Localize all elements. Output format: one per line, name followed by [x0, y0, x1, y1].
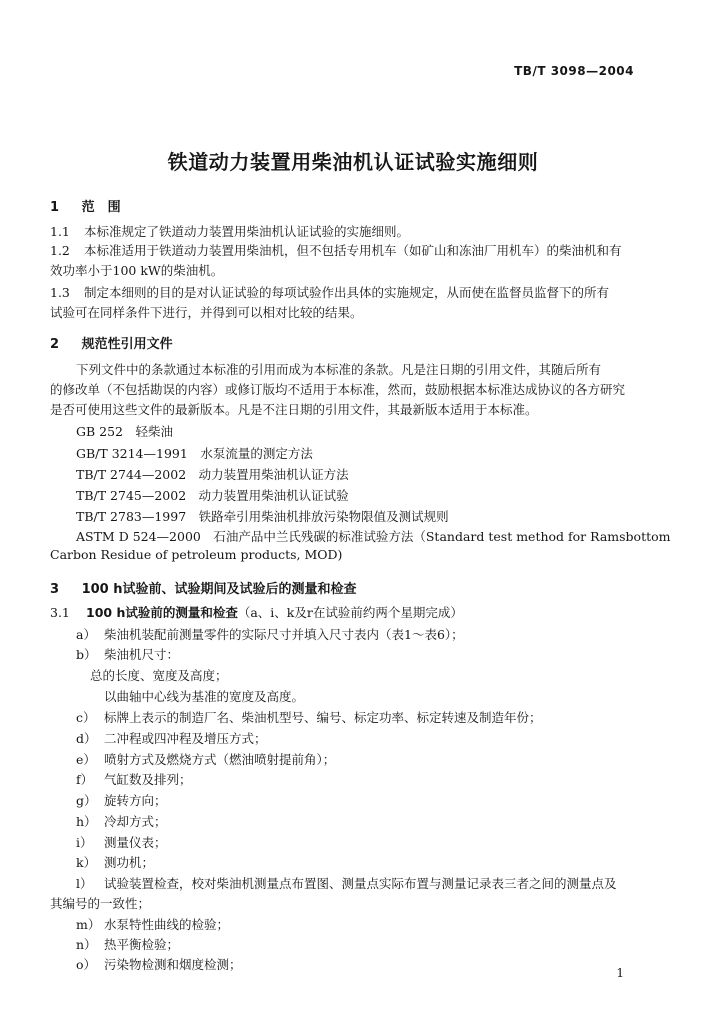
item-text: 旋转方向； [104, 793, 167, 808]
section-number: 1 [50, 200, 60, 215]
clause-number: 1.3 [50, 285, 70, 300]
section-3-heading [50, 578, 357, 597]
clause-number: 1.2 [50, 243, 70, 258]
item-label: e） [76, 752, 96, 767]
item-label: b） [76, 647, 97, 662]
item-text: 试验装置检查，校对柴油机测量点布置图、测量点实际布置与测量记录表三者之间的测量点及 [104, 876, 617, 891]
item-label: i） [76, 835, 93, 850]
reference-item: ASTM D 524—2000 石油产品中兰氏残碳的标准试验方法（Standard test method for Ramsbottom [76, 529, 671, 544]
list-item [76, 812, 167, 830]
list-item [76, 935, 179, 953]
item-label: n） [76, 937, 97, 952]
clause-title: 100 h试验前的测量和检查 [86, 605, 238, 620]
item-text: 二冲程或四冲程及增压方式； [104, 731, 267, 746]
item-label: o） [76, 957, 97, 972]
clause-text: 本标准规定了铁道动力装置用柴油机认证试验的实施细则。 [84, 224, 410, 239]
item-text: 热平衡检验； [104, 937, 180, 952]
clause-3-1 [50, 603, 463, 621]
list-item [76, 853, 154, 871]
item-label: f） [76, 772, 94, 787]
clause-text: 本标准适用于铁道动力装置用柴油机，但不包括专用机车（如矿山和冻油厂用机车）的柴油机和有 [84, 243, 622, 258]
section-title: 规范性引用文件 [81, 337, 173, 352]
standard-number: TB/T 3098—2004 [514, 64, 634, 78]
list-subitem: 总的长度、宽度及高度； [90, 668, 228, 683]
item-label: a） [76, 627, 96, 642]
item-text: 喷射方式及燃烧方式（燃油喷射提前角）； [104, 752, 336, 767]
list-item [76, 729, 267, 747]
list-item [76, 645, 179, 663]
item-text: 柴油机装配前测量零件的实际尺寸并填入尺寸表内（表1～表6）； [104, 627, 464, 642]
reference-item-cont: Carbon Residue of petroleum products, MOD) [50, 547, 343, 562]
list-item [76, 955, 242, 973]
item-label: l） [76, 876, 93, 891]
clause-1-2-cont: 效功率小于100 kW的柴油机。 [50, 263, 224, 278]
item-text: 水泵特性曲线的检验； [104, 917, 230, 932]
clause-number: 3.1 [50, 605, 70, 620]
item-label: k） [76, 855, 97, 870]
item-text: 测功机； [104, 855, 155, 870]
list-item [76, 791, 167, 809]
list-item [76, 915, 229, 933]
item-label: g） [76, 793, 97, 808]
item-label: d） [76, 731, 97, 746]
reference-item: TB/T 2783—1997 铁路牵引用柴油机排放污染物限值及测试规则 [76, 509, 449, 524]
section-title: 100 h试验前、试验期间及试验后的测量和检查 [81, 582, 357, 597]
section-1-heading [50, 196, 121, 215]
list-item [76, 833, 167, 851]
section-2-heading [50, 333, 173, 352]
item-text: 标牌上表示的制造厂名、柴油机型号、编号、标定功率、标定转速及制造年份； [104, 710, 542, 725]
paragraph-line: 下列文件中的条款通过本标准的引用而成为本标准的条款。凡是注日期的引用文件，其随后所有 [76, 362, 602, 377]
section-number: 3 [50, 582, 60, 597]
item-label: h） [76, 814, 97, 829]
list-item-cont: 其编号的一致性； [50, 896, 151, 911]
clause-number: 1.1 [50, 224, 70, 239]
item-label: c） [76, 710, 96, 725]
reference-item: GB/T 3214—1991 水泵流量的测定方法 [76, 446, 313, 461]
list-subitem: 以曲轴中心线为基准的宽度及高度。 [104, 689, 305, 704]
item-text: 柴油机尺寸： [104, 647, 180, 662]
clause-1-2 [50, 241, 622, 259]
list-item [76, 874, 617, 892]
clause-note: （a、i、k及r在试验前约两个星期完成） [237, 605, 463, 620]
clause-1-1 [50, 222, 409, 240]
item-text: 冷却方式； [104, 814, 167, 829]
clause-text: 制定本细则的目的是对认证试验的每项试验作出具体的实施规定，从而使在监督员监督下的所有 [84, 285, 610, 300]
reference-item: TB/T 2744—2002 动力装置用柴油机认证方法 [76, 467, 349, 482]
list-item [76, 708, 542, 726]
clause-1-3-cont: 试验可在同样条件下进行，并得到可以相对比较的结果。 [50, 305, 363, 320]
list-item [76, 770, 192, 788]
list-item [76, 750, 335, 768]
item-text: 气缸数及排列； [104, 772, 192, 787]
reference-item: GB 252 轻柴油 [76, 424, 174, 439]
document-title: 铁道动力装置用柴油机认证试验实施细则 [167, 150, 539, 174]
item-label: m） [76, 917, 101, 932]
section-number: 2 [50, 337, 60, 352]
reference-item: TB/T 2745—2002 动力装置用柴油机认证试验 [76, 488, 349, 503]
paragraph-line: 的修改单（不包括勘误的内容）或修订版均不适用于本标准，然而，鼓励根据本标准达成协议的各方研究 [50, 382, 626, 397]
item-text: 测量仪表； [104, 835, 167, 850]
page-number: 1 [616, 966, 624, 980]
item-text: 污染物检测和烟度检测； [104, 957, 242, 972]
clause-1-3 [50, 283, 609, 301]
paragraph-line: 是否可使用这些文件的最新版本。凡是不注日期的引用文件，其最新版本适用于本标准。 [50, 402, 538, 417]
list-item [76, 625, 464, 643]
section-title: 范 围 [81, 200, 121, 215]
